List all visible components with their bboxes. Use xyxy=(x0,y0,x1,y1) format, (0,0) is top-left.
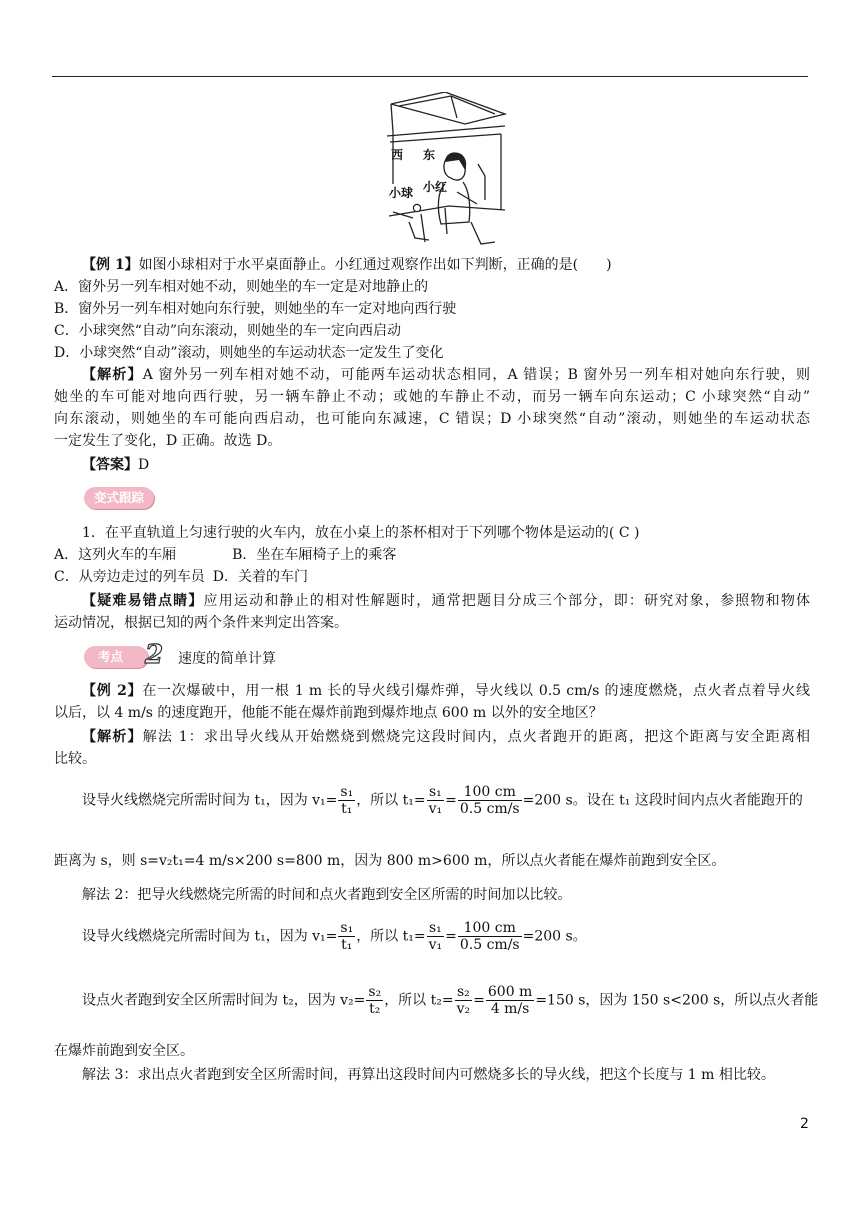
example2-method1-equation xyxy=(82,784,810,817)
variant-options-row1 xyxy=(54,544,810,566)
variant-badge: 变式跟踪 xyxy=(84,487,154,509)
example1-answer-tag: 【答案】 xyxy=(82,457,138,473)
example1-question-text: 如图小球相对于水平桌面静止。小红通过观察作出如下判断，正确的是( ) xyxy=(138,257,612,273)
fraction-numerator: s₁ xyxy=(427,920,445,937)
fraction xyxy=(458,920,522,953)
variant-option-a: A．这列火车的车厢 xyxy=(54,547,177,563)
header-rule xyxy=(52,76,808,77)
section-number: 2 xyxy=(145,640,164,670)
fraction-numerator: s₁ xyxy=(340,920,354,936)
fraction-numerator: s₁ xyxy=(427,784,445,801)
eq-text: ，所以 t₁= xyxy=(356,792,426,809)
section-title: 速度的简单计算 xyxy=(178,651,276,667)
section-badge: 考点 xyxy=(84,646,148,668)
variant-tip-tag: 【疑难易错点睛】 xyxy=(82,593,204,609)
eq-text: 设导火线燃烧完所需时间为 t₁，因为 v₁= xyxy=(82,928,338,945)
label-ball: 小球 xyxy=(389,186,414,200)
example1-question xyxy=(82,254,810,276)
eq-text: ，所以 t₂= xyxy=(384,992,454,1009)
train-illustration xyxy=(385,92,510,247)
eq-text: ，所以 t₁= xyxy=(356,928,426,945)
label-west: 西 xyxy=(391,148,404,162)
variant-tip-text: 应用运动和静止的相对性解题时，通常把题目分成三个部分，即：研究对象，参照物和物体 xyxy=(203,593,811,609)
example1-analysis-line: 向东滚动，则她坐的车可能向西启动，也可能向东减速，C 错误；D 小球突然“自动”滚动，则她坐的车运动状态 xyxy=(54,411,810,427)
page-number: 2 xyxy=(800,1116,809,1132)
example2-analysis-tag: 【解析】 xyxy=(82,729,143,745)
fraction-denominator: v₁ xyxy=(428,937,443,953)
fraction-denominator: v₂ xyxy=(456,1001,471,1017)
example1-analysis-line: 一定发生了变化，D 正确。故选 D。 xyxy=(54,433,282,449)
fraction-numerator: 600 m xyxy=(487,984,533,1000)
fraction-denominator: 0.5 cm/s xyxy=(459,801,520,817)
fraction xyxy=(427,920,445,953)
fraction xyxy=(455,984,473,1017)
fraction-denominator: v₁ xyxy=(428,801,443,817)
variant-tip-line xyxy=(82,590,810,612)
eq-text: =150 s，因为 150 s<200 s，所以点火者能 xyxy=(535,992,819,1009)
fraction xyxy=(427,784,445,817)
fraction-denominator: 0.5 cm/s xyxy=(459,937,520,953)
variant-option-b: B．坐在车厢椅子上的乘客 xyxy=(232,547,397,563)
example2-question-line: 以后，以 4 m/s 的速度跑开，他能不能在爆炸前跑到爆炸地点 600 m 以外的安全地区？ xyxy=(54,705,603,721)
label-girl: 小红 xyxy=(423,180,448,194)
example1-option-c: C．小球突然“自动”向东滚动，则她坐的车一定向西启动 xyxy=(54,323,402,339)
example2-method2-equation1 xyxy=(82,920,810,953)
example2-method1-text: 解法 1：求出导火线从开始燃烧到燃烧完这段时间内，点火者跑开的距离，把这个距离与安全距离相 xyxy=(142,729,811,745)
example2-method1-tail: 距离为 s，则 s=v₂t₁=4 m/s×200 s=800 m，因为 800 m>600 m，所以点火者能在爆炸前跑到安全区。 xyxy=(54,853,726,869)
example2-method2-intro: 解法 2：把导火线燃烧完所需的时间和点火者跑到安全区所需的时间加以比较。 xyxy=(82,887,572,903)
example1-analysis-line: 她坐的车可能对地向西行驶，另一辆车静止不动；或她的车静止不动，而另一辆车向东运动；C 小球突然“自动” xyxy=(54,389,810,405)
example2-method2-equation2 xyxy=(82,984,819,1017)
fraction-numerator: s₁ xyxy=(340,784,354,800)
fraction-denominator: t₁ xyxy=(341,937,353,953)
eq-text: 设点火者跑到安全区所需时间为 t₂，因为 v₂= xyxy=(82,992,366,1009)
example2-tag: 【例 2】 xyxy=(82,683,143,699)
variant-question: 1．在平直轨道上匀速行驶的火车内，放在小桌上的茶杯相对于下列哪个物体是运动的( C ) xyxy=(82,525,640,541)
label-east: 东 xyxy=(423,148,436,162)
fraction-numerator: 100 cm xyxy=(458,920,522,937)
fraction-numerator: s₂ xyxy=(455,984,473,1001)
eq-text: = xyxy=(445,928,457,945)
example2-question-text: 在一次爆破中，用一根 1 m 长的导火线引爆炸弹，导火线以 0.5 cm/s 的速度燃烧，点火者点着导火线 xyxy=(142,683,810,699)
fraction-denominator: t₁ xyxy=(341,801,353,817)
eq-text: =200 s。 xyxy=(522,928,587,945)
variant-option-d: D．关着的车门 xyxy=(212,569,308,585)
fraction-numerator: 100 cm xyxy=(458,784,522,801)
fraction xyxy=(366,984,383,1017)
variant-tip-line: 运动情况，根据已知的两个条件来判定出答案。 xyxy=(54,615,348,631)
fraction xyxy=(458,784,522,817)
example1-answer xyxy=(82,454,810,476)
eq-text: =200 s。设在 t₁ 这段时间内点火者能跑开的 xyxy=(522,792,803,809)
example1-analysis-tag: 【解析】 xyxy=(82,367,143,383)
example2-method3-line: 解法 3：求出点火者跑到安全区所需时间，再算出这段时间内可燃烧多长的导火线，把这个长度与 1 m 相比较。 xyxy=(82,1067,775,1083)
eq-text: = xyxy=(445,792,457,809)
example1-tag: 【例 1】 xyxy=(82,257,139,273)
example1-analysis-line xyxy=(82,364,810,386)
example2-method1-line: 比较。 xyxy=(54,751,96,767)
fraction-numerator: s₂ xyxy=(368,984,382,1000)
example1-analysis-text: A 窗外另一列车相对她不动，可能两车运动状态相同，A 错误；B 窗外另一列车相对她向东行驶，则 xyxy=(142,367,811,383)
example1-answer-value: D xyxy=(138,457,150,473)
example1-option-b: B．窗外另一列车相对她向东行驶，则她坐的车一定对地向西行驶 xyxy=(54,301,457,317)
example2-question-line xyxy=(82,680,810,702)
eq-text: = xyxy=(473,992,485,1009)
example2-method2-tail: 在爆炸前跑到安全区。 xyxy=(54,1043,194,1059)
fraction xyxy=(338,920,355,953)
example1-option-a: A．窗外另一列车相对她不动，则她坐的车一定是对地静止的 xyxy=(54,279,429,295)
eq-text: 设导火线燃烧完所需时间为 t₁，因为 v₁= xyxy=(82,792,338,809)
variant-options-row2 xyxy=(54,566,810,588)
example2-method1-line xyxy=(82,726,810,748)
train-illustration-drawing xyxy=(385,92,510,247)
fraction xyxy=(486,984,534,1017)
fraction-denominator: 4 m/s xyxy=(490,1001,530,1017)
fraction xyxy=(338,784,355,817)
example1-option-d: D．小球突然“自动”滚动，则她坐的车运动状态一定发生了变化 xyxy=(54,345,444,361)
variant-option-c: C．从旁边走过的列车员 xyxy=(54,569,205,585)
fraction-denominator: t₂ xyxy=(369,1001,381,1017)
